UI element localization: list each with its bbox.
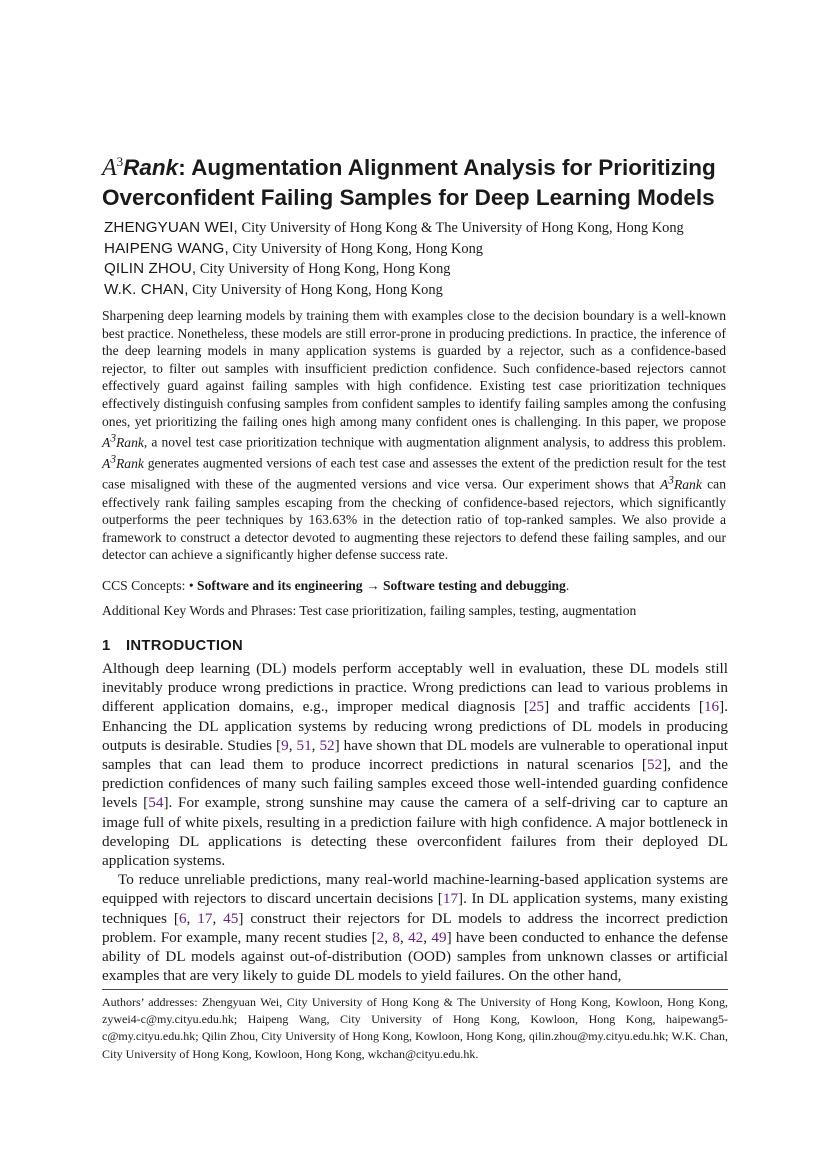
author-affiliation: City University of Hong Kong, Hong Kong <box>196 261 451 278</box>
rank-word: Rank <box>123 155 179 180</box>
title-rest: : Augmentation Alignment Analysis for Prioritizing Overconfident Failing Samples for Deep Learning Models <box>102 155 716 210</box>
authors-addresses-footnote: Authors’ addresses: Zhengyuan Wei, City University of Hong Kong & The University of Hong Kong, Kowloon, Hong Kong, zywei4-c@my.cityu.edu.hk; Haipeng Wang, City University of Hong Kong, Kowloon, Hong Kong, haipewang5-c@my.cityu.edu.hk; Qilin Zhou, City University of Hong Kong, Kowloon, Hong Kong, qilin.zhou@my.cityu.edu.hk; W.K. Chan, City University of Hong Kong, Kowloon, Hong Kong, wkchan@cityu.edu.hk. <box>102 995 728 1061</box>
paper-title <box>102 147 742 212</box>
section-title: INTRODUCTION <box>126 638 244 654</box>
author-name: W.K. CHAN, <box>104 280 189 298</box>
ccs-concepts: CCS Concepts: • Software and its engineering → Software testing and debugging. <box>102 578 570 593</box>
citation-link[interactable]: 25 <box>528 698 545 716</box>
author-name: ZHENGYUAN WEI, <box>104 219 238 236</box>
footnote-divider <box>102 989 728 990</box>
author-affiliation: City University of Hong Kong, Hong Kong <box>188 281 443 298</box>
citation-link[interactable]: 17 <box>197 909 213 927</box>
author-list <box>104 218 744 300</box>
keywords: Additional Key Words and Phrases: Test case prioritization, failing samples, testing, augmentation <box>102 603 637 618</box>
introduction-body <box>102 659 728 985</box>
author-line <box>104 239 744 260</box>
section-number: 1 <box>102 638 111 654</box>
citation-link[interactable]: 49 <box>431 928 447 946</box>
citation-link[interactable]: 42 <box>408 928 424 946</box>
citation-link[interactable]: 52 <box>319 736 335 754</box>
author-affiliation: City University of Hong Kong, Hong Kong <box>228 240 484 257</box>
citation-link[interactable]: 16 <box>703 698 720 716</box>
abstract <box>102 307 726 564</box>
citation-link[interactable]: 54 <box>148 794 164 812</box>
citation-link[interactable]: 45 <box>223 909 239 927</box>
citation-link[interactable]: 52 <box>647 756 663 774</box>
method-name: $A^3Rank$ <box>102 432 144 450</box>
citation-link[interactable]: 6 <box>178 909 187 927</box>
section-heading <box>102 636 243 656</box>
author-line <box>104 280 744 301</box>
author-affiliation: City University of Hong Kong & The University of Hong Kong, Hong Kong <box>237 220 684 236</box>
body-paragraph: To reduce unreliable predictions, many real-world machine-learning-based application systems are equipped with rejectors to discard uncertain decisions [17]. In DL application systems, many existing techniques [6, 17, 45] construct their rejectors for DL models to address the incorrect prediction problem. For example, many recent studies [2, 8, 42, 49] have been conducted to enhance the defense ability of DL models against out-of-distribution (OOD) samples from unknown classes or artificial examples that are very likely to guide DL models to yield failures. On the other hand, <box>102 871 729 985</box>
citation-link[interactable]: 17 <box>442 890 459 908</box>
method-name: $A^3Rank$ <box>102 453 144 471</box>
citation-link[interactable]: 9 <box>281 736 289 754</box>
citation-link[interactable]: 2 <box>376 928 385 946</box>
author-name: QILIN ZHOU, <box>104 260 197 278</box>
citation-link[interactable]: 8 <box>392 928 400 946</box>
a3-symbol: $A^3$ <box>102 154 124 181</box>
author-line <box>104 259 744 280</box>
citation-link[interactable]: 51 <box>296 736 312 754</box>
author-name: HAIPENG WANG, <box>104 239 229 257</box>
body-paragraph: Although deep learning (DL) models perform acceptably well in evaluation, these DL models still inevitably produce wrong predictions in practice. Wrong predictions can lead to various problems in different application domains, e.g., improper medical diagnosis [25] and traffic accidents [16]. Enhancing the DL application systems by reducing wrong predictions of DL models in producing outputs is desirable. Studies [9, 51, 52] have shown that DL models are vulnerable to operational input samples that can lead them to produce incorrect predictions in natural scenarios [52], and the prediction confidences of many such failing samples exceed those well-intended guarding confidence levels [54]. For example, strong sunshine may cause the camera of a self-driving car to capture an image full of white pixels, resulting in a prediction failure with high confidence. A major bottleneck in developing DL applications is detecting these overconfident failures from their deployed DL application systems. <box>102 660 728 870</box>
author-line <box>104 218 744 239</box>
method-name: $A^3Rank$ <box>659 474 702 492</box>
abstract-paragraph: Sharpening deep learning models by training them with examples close to the decision boundary is a well-known best practice. Nonetheless, these models are still error-prone in producing predictions. In practice, the inference of the deep learning models in many application systems is guarded by a rejector, such as a confidence-based rejector, to filter out samples with insufficient prediction confidence. Such confidence-based rejectors cannot effectively guard against failing samples with high confidence. Existing test case prioritization techniques effectively distinguish confusing samples from confident samples to identify failing samples among the confusing ones, yet prioritizing the failing ones high among many confident ones is challenging. In this paper, we propose $A^3Rank$, a novel test case prioritization technique with augmentation alignment analysis, to address this problem. $A^3Rank$ generates augmented versions of each test case and assesses the extent of the prediction result for the test case misaligned with these of the augmented versions and vice versa. Our experiment shows that $A^3Rank$ can effectively rank failing samples escaping from the checking of confidence-based rejectors, which significantly outperforms the peer techniques by 163.63% in the detection ratio of top-ranked samples. We also provide a framework to construct a detector devoted to augmenting these rejectors to defend these failing samples, and our detector can achieve a significantly higher defense success rate. <box>102 308 726 563</box>
